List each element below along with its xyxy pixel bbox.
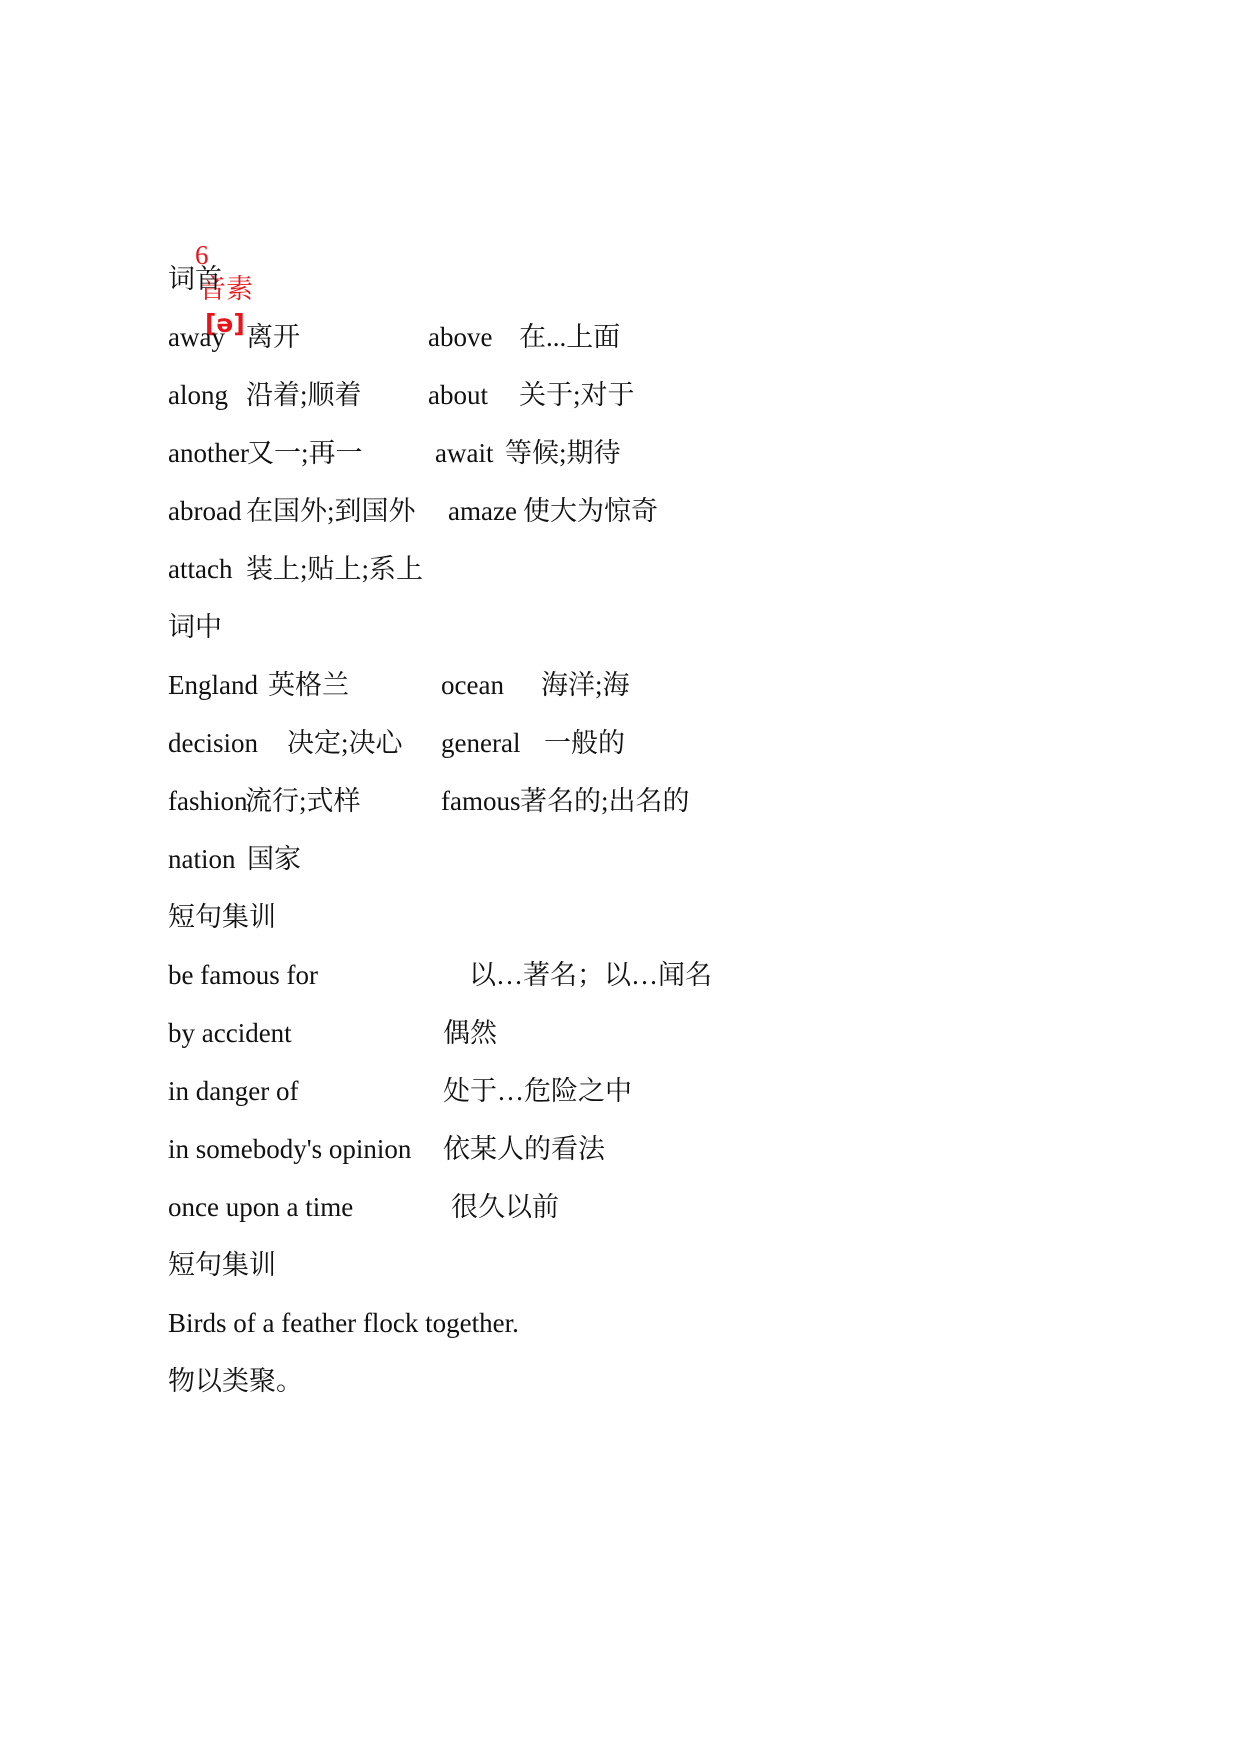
word-cn: 装上;贴上;系上 [246, 554, 424, 584]
word-cn: 使大为惊奇 [523, 496, 658, 526]
word-cn: 离开 [246, 322, 300, 352]
word-cn: 著名的;出名的 [520, 786, 690, 816]
word-en: amaze [448, 496, 517, 526]
word-en: general [441, 728, 521, 758]
word-en: fashion [168, 786, 248, 816]
phrase-cn: 以…著名；以…闻名 [469, 960, 712, 990]
word-en: abroad [168, 496, 242, 526]
phrase-en: by accident [168, 1018, 292, 1048]
word-cn: 关于;对于 [519, 380, 635, 410]
word-cn: 英格兰 [268, 670, 349, 700]
word-cn: 在...上面 [519, 322, 621, 352]
word-cn: 在国外;到国外 [246, 496, 416, 526]
word-en: England [168, 670, 258, 700]
word-en: along [168, 380, 228, 410]
heading-word-medial: 词中 [168, 612, 222, 642]
word-cn: 沿着;顺着 [246, 380, 362, 410]
word-en: about [428, 380, 488, 410]
phrase-cn: 偶然 [443, 1018, 497, 1048]
word-en: away [168, 322, 225, 352]
word-cn: 决定;决心 [287, 728, 403, 758]
phrase-cn: 处于…危险之中 [443, 1076, 632, 1106]
word-en: another [168, 438, 249, 468]
phrase-en: once upon a time [168, 1192, 354, 1222]
word-cn: 流行;式样 [245, 786, 361, 816]
title-phoneme: [ə] [205, 309, 245, 338]
word-en: decision [168, 728, 258, 758]
phrase-en: in somebody's opinion [168, 1134, 412, 1164]
word-en: famous [441, 786, 521, 816]
heading-word-initial: 词首 [168, 264, 222, 294]
sentence-cn: 物以类聚。 [168, 1366, 303, 1396]
heading-phrases: 短句集训 [168, 902, 276, 932]
word-en: above [428, 322, 493, 352]
phrase-en: be famous for [168, 960, 318, 990]
sentence-en: Birds of a feather flock together. [168, 1308, 519, 1338]
word-cn: 国家 [247, 844, 301, 874]
word-cn: 等候;期待 [505, 438, 621, 468]
word-en: await [435, 438, 494, 468]
phrase-cn: 很久以前 [451, 1192, 559, 1222]
word-cn: 海洋;海 [541, 670, 630, 700]
heading-sentences: 短句集训 [168, 1250, 276, 1280]
word-cn: 又一;再一 [247, 438, 363, 468]
phrase-cn: 依某人的看法 [443, 1134, 605, 1164]
word-en: attach [168, 554, 233, 584]
word-en: ocean [441, 670, 504, 700]
word-en: nation [168, 844, 236, 874]
title-number: 6 [195, 240, 209, 270]
phrase-en: in danger of [168, 1076, 299, 1106]
word-cn: 一般的 [544, 728, 625, 758]
title-label: 音素 [199, 274, 253, 304]
